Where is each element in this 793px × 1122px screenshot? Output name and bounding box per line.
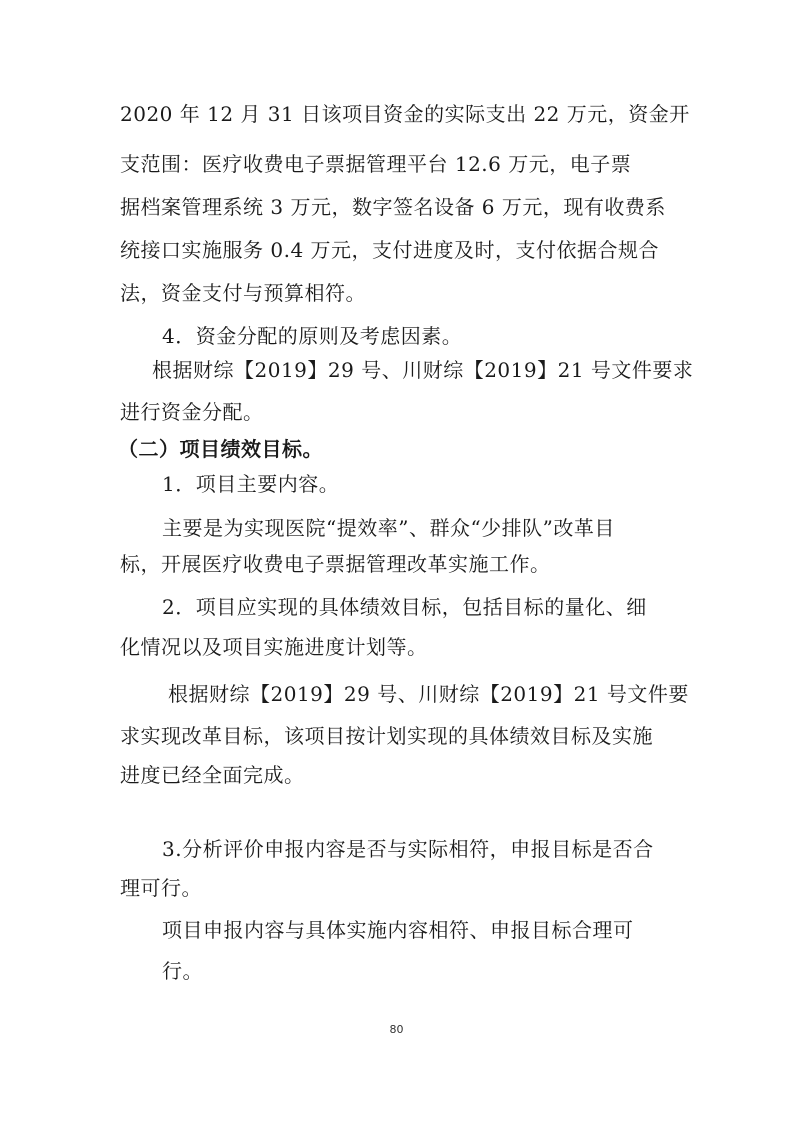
section-4-title: 4．资金分配的原则及考虑因素。 [162, 324, 463, 348]
paragraph-line: 法，资金支付与预算相符。 [120, 281, 366, 305]
section-1-title: 1．项目主要内容。 [162, 472, 340, 496]
section-2-title-cont: 化情况以及项目实施进度计划等。 [120, 635, 428, 659]
paragraph-line: 主要是为实现医院“提效率”、群众“少排队”改革目 [162, 516, 615, 540]
paragraph-line: 根据财综【2019】29 号、川财综【2019】21 号文件要求 [152, 358, 694, 382]
section-2-title: 2．项目应实现的具体绩效目标，包括目标的量化、细 [162, 595, 647, 619]
paragraph-line: 据档案管理系统 3 万元，数字签名设备 6 万元，现有收费系 [120, 195, 666, 219]
paragraph-line: 项目申报内容与具体实施内容相符、申报目标合理可 [162, 918, 634, 942]
paragraph-line: 统接口实施服务 0.4 万元，支付进度及时，支付依据合规合 [120, 238, 660, 262]
paragraph-line: 求实现改革目标，该项目按计划实现的具体绩效目标及实施 [120, 724, 653, 748]
section-3-title-cont: 理可行。 [120, 876, 202, 900]
paragraph-line: 2020 年 12 月 31 日该项目资金的实际支出 22 万元，资金开 [120, 102, 690, 126]
paragraph-line: 根据财综【2019】29 号、川财综【2019】21 号文件要 [168, 682, 689, 706]
paragraph-line: 标，开展医疗收费电子票据管理改革实施工作。 [120, 552, 551, 576]
paragraph-line: 进度已经全面完成。 [120, 763, 305, 787]
paragraph-line: 行。 [162, 959, 203, 983]
paragraph-line: 支范围：医疗收费电子票据管理平台 12.6 万元，电子票 [120, 152, 632, 176]
page-number: 80 [389, 1023, 404, 1036]
paragraph-line: 进行资金分配。 [120, 400, 264, 424]
section-heading: （二）项目绩效目标。 [118, 437, 323, 461]
section-3-title: 3.分析评价申报内容是否与实际相符，申报目标是否合 [162, 837, 654, 861]
